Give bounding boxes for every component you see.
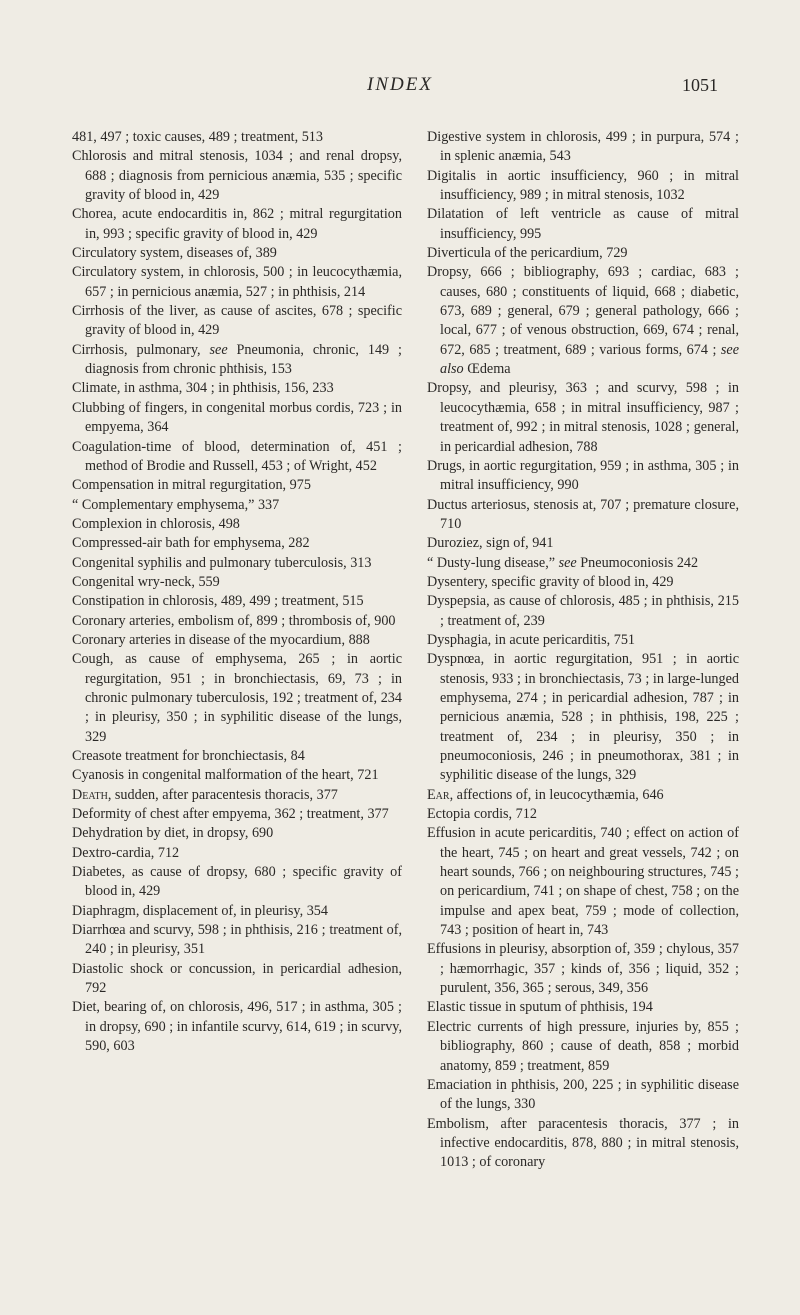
index-entry: Dysphagia, in acute pericarditis, 751 [427, 631, 636, 648]
index-entry: Creasote treatment for bronchiectasis, 84 [72, 748, 305, 764]
index-entry: Circulatory system, diseases of, 389 [72, 245, 277, 262]
index-entry [427, 786, 739, 805]
index-entry: Ductus arteriosus, stenosis at, 707 ; premature closure, 710 [427, 496, 739, 532]
index-entry: Chorea, acute endocarditis in, 862 ; mitral regurgitation in, 993 ; specific gravity of blood in, 429 [72, 206, 402, 242]
index-entry [72, 786, 402, 805]
index-entry: Diaphragm, displacement of, in pleurisy, 354 [72, 902, 328, 919]
entry-text: Cirrhosis, pulmonary, [72, 341, 210, 358]
index-entry: Dropsy, and pleurisy, 363 ; and scurvy, 598 ; in leucocythæmia, 658 ; in mitral insufficiency, 987 ; treatment of, 992 ; in mitral stenosis, 1028 ; general, in pericardial adhesion, 788 [427, 380, 739, 455]
index-entry [427, 554, 739, 573]
index-entry: Cirrhosis of the liver, as cause of ascites, 678 ; specific gravity of blood in, 429 [72, 303, 402, 339]
index-entry: Coronary arteries in disease of the myocardium, 888 [72, 631, 370, 648]
entry-text: Dropsy, 666 ; bibliography, 693 ; cardiac, 683 ; causes, 680 ; constituents of liquid, 668 ; diabetic, 673, 689 ; general, 679 ; general pathology, 666 ; local, 677 ; of venous obstruction, 669, 674 ; renal, 672, 685 ; treatment, 689 ; various forms, 674 ; [427, 264, 739, 358]
entry-text: , sudden, after paracentesis thoracis, 377 [107, 786, 338, 803]
index-entry: “ Complementary emphysema,” 337 [72, 496, 280, 513]
index-entry: Constipation in chlorosis, 489, 499 ; treatment, 515 [72, 593, 364, 610]
index-entry: Diastolic shock or concussion, in pericardial adhesion, 792 [72, 960, 402, 997]
index-column-left [72, 128, 402, 1057]
index-entry [427, 263, 739, 379]
cross-reference: see also [440, 341, 739, 378]
index-entry: Effusions in pleurisy, absorption of, 359 ; chylous, 357 ; hæmorrhagic, 357 ; kinds of, 356 ; liquid, 352 ; purulent, 356, 365 ; serous, 349, 356 [427, 941, 739, 997]
index-entry: Complexion in chlorosis, 498 [72, 515, 240, 532]
index-column-right [427, 128, 739, 1173]
index-entry: Embolism, after paracentesis thoracis, 377 ; in infective endocarditis, 878, 880 ; in mitral stenosis, 1013 ; of coronary [427, 1115, 739, 1171]
index-entry: Coagulation-time of blood, determination of, 451 ; method of Brodie and Russell, 453 ; of Wright, 452 [72, 438, 402, 474]
index-entry: Diverticula of the pericardium, 729 [427, 245, 628, 262]
cross-reference: see [558, 554, 577, 571]
index-entry: Digitalis in aortic insufficiency, 960 ; in mitral insufficiency, 989 ; in mitral stenosis, 1032 [427, 167, 739, 204]
index-entry: Emaciation in phthisis, 200, 225 ; in syphilitic disease of the lungs, 330 [427, 1076, 739, 1113]
index-entry: Digestive system in chlorosis, 499 ; in purpura, 574 ; in splenic anæmia, 543 [427, 129, 739, 165]
index-entry: Climate, in asthma, 304 ; in phthisis, 156, 233 [72, 380, 334, 397]
index-entry: Dyspepsia, as cause of chlorosis, 485 ; in phthisis, 215 ; treatment of, 239 [427, 593, 739, 629]
page-number: 1051 [682, 75, 718, 95]
index-entry: Clubbing of fingers, in congenital morbus cordis, 723 ; in empyema, 364 [72, 399, 402, 436]
index-entry [72, 341, 402, 380]
index-entry: Congenital syphilis and pulmonary tuberculosis, 313 [72, 554, 372, 571]
section-heading: Death [72, 786, 108, 803]
index-entry: Dysentery, specific gravity of blood in, 429 [427, 573, 674, 590]
index-entry: Compensation in mitral regurgitation, 975 [72, 477, 311, 494]
index-entry: Duroziez, sign of, 941 [427, 535, 554, 552]
entry-text: , affections of, in leucocythæmia, 646 [449, 786, 664, 803]
index-entry: Dyspnœa, in aortic regurgitation, 951 ; in aortic stenosis, 933 ; in bronchiectasis, 73 ; in large-lunged emphysema, 274 ; in pericardial adhesion, 787 ; in pernicious anæmia, 528 ; in phthisis, 198, 225 ; treatment of, 234 ; in pleurisy, 350 ; in pneumoconiosis, 246 ; in pneumothorax, 381 ; in syphilitic disease of the lungs, 329 [427, 651, 739, 784]
page-header [0, 0, 800, 110]
index-entry: Deformity of chest after empyema, 362 ; treatment, 377 [72, 806, 389, 823]
index-entry: Diarrhœa and scurvy, 598 ; in phthisis, 216 ; treatment of, 240 ; in pleurisy, 351 [72, 922, 402, 958]
cross-reference: see [209, 341, 228, 358]
index-entry: Effusion in acute pericarditis, 740 ; effect on action of the heart, 745 ; on heart and great vessels, 742 ; on heart sounds, 766 ; on neighbouring structures, 745 ; on pericardium, 741 ; on shape of chest, 758 ; on the impulse and apex beat, 759 ; mode of collection, 743 ; position of heart in, 743 [427, 825, 739, 939]
index-entry: Cough, as cause of emphysema, 265 ; in aortic regurgitation, 951 ; in bronchiectasis, 69, 73 ; in chronic pulmonary tuberculosis, 192 ; treatment of, 234 ; in pleurisy, 350 ; in syphilitic disease of the lungs, 329 [72, 651, 402, 745]
index-entry: Cyanosis in congenital malformation of the heart, 721 [72, 767, 379, 784]
entry-text: “ Dusty-lung disease,” [427, 554, 559, 571]
index-entry: Coronary arteries, embolism of, 899 ; thrombosis of, 900 [72, 612, 396, 629]
index-entry: Elastic tissue in sputum of phthisis, 194 [427, 999, 653, 1016]
entry-text: Pneumoconiosis 242 [576, 554, 699, 571]
running-head: INDEX [367, 74, 433, 95]
index-entry: Compressed-air bath for emphysema, 282 [72, 535, 310, 552]
index-entry: Circulatory system, in chlorosis, 500 ; in leucocythæmia, 657 ; in pernicious anæmia, 527 ; in phthisis, 214 [72, 264, 402, 300]
index-entry: Ectopia cordis, 712 [427, 806, 537, 823]
index-entry: Drugs, in aortic regurgitation, 959 ; in asthma, 305 ; in mitral insufficiency, 990 [427, 457, 739, 494]
entry-text: Œdema [463, 361, 511, 378]
index-entry: Diabetes, as cause of dropsy, 680 ; specific gravity of blood in, 429 [72, 864, 402, 900]
index-entry: Congenital wry-neck, 559 [72, 573, 220, 590]
index-entry: 481, 497 ; toxic causes, 489 ; treatment, 513 [72, 129, 323, 145]
index-entry: Dextro-cardia, 712 [72, 844, 180, 861]
index-entry: Dehydration by diet, in dropsy, 690 [72, 825, 274, 842]
section-heading: Ear [427, 786, 450, 803]
index-entry: Diet, bearing of, on chlorosis, 496, 517 ; in asthma, 305 ; in dropsy, 690 ; in infantile scurvy, 614, 619 ; in scurvy, 590, 603 [72, 999, 402, 1055]
entry-text: Pneumonia, chronic, 149 ; diagnosis from chronic phthisis, 153 [85, 341, 402, 378]
index-entry: Dilatation of left ventricle as cause of mitral insufficiency, 995 [427, 206, 739, 242]
index-entry: Chlorosis and mitral stenosis, 1034 ; and renal dropsy, 688 ; diagnosis from pernicious anæmia, 535 ; specific gravity of blood in, 429 [72, 148, 402, 204]
index-entry: Electric currents of high pressure, injuries by, 855 ; bibliography, 860 ; cause of death, 858 ; morbid anatomy, 859 ; treatment, 859 [427, 1018, 739, 1074]
